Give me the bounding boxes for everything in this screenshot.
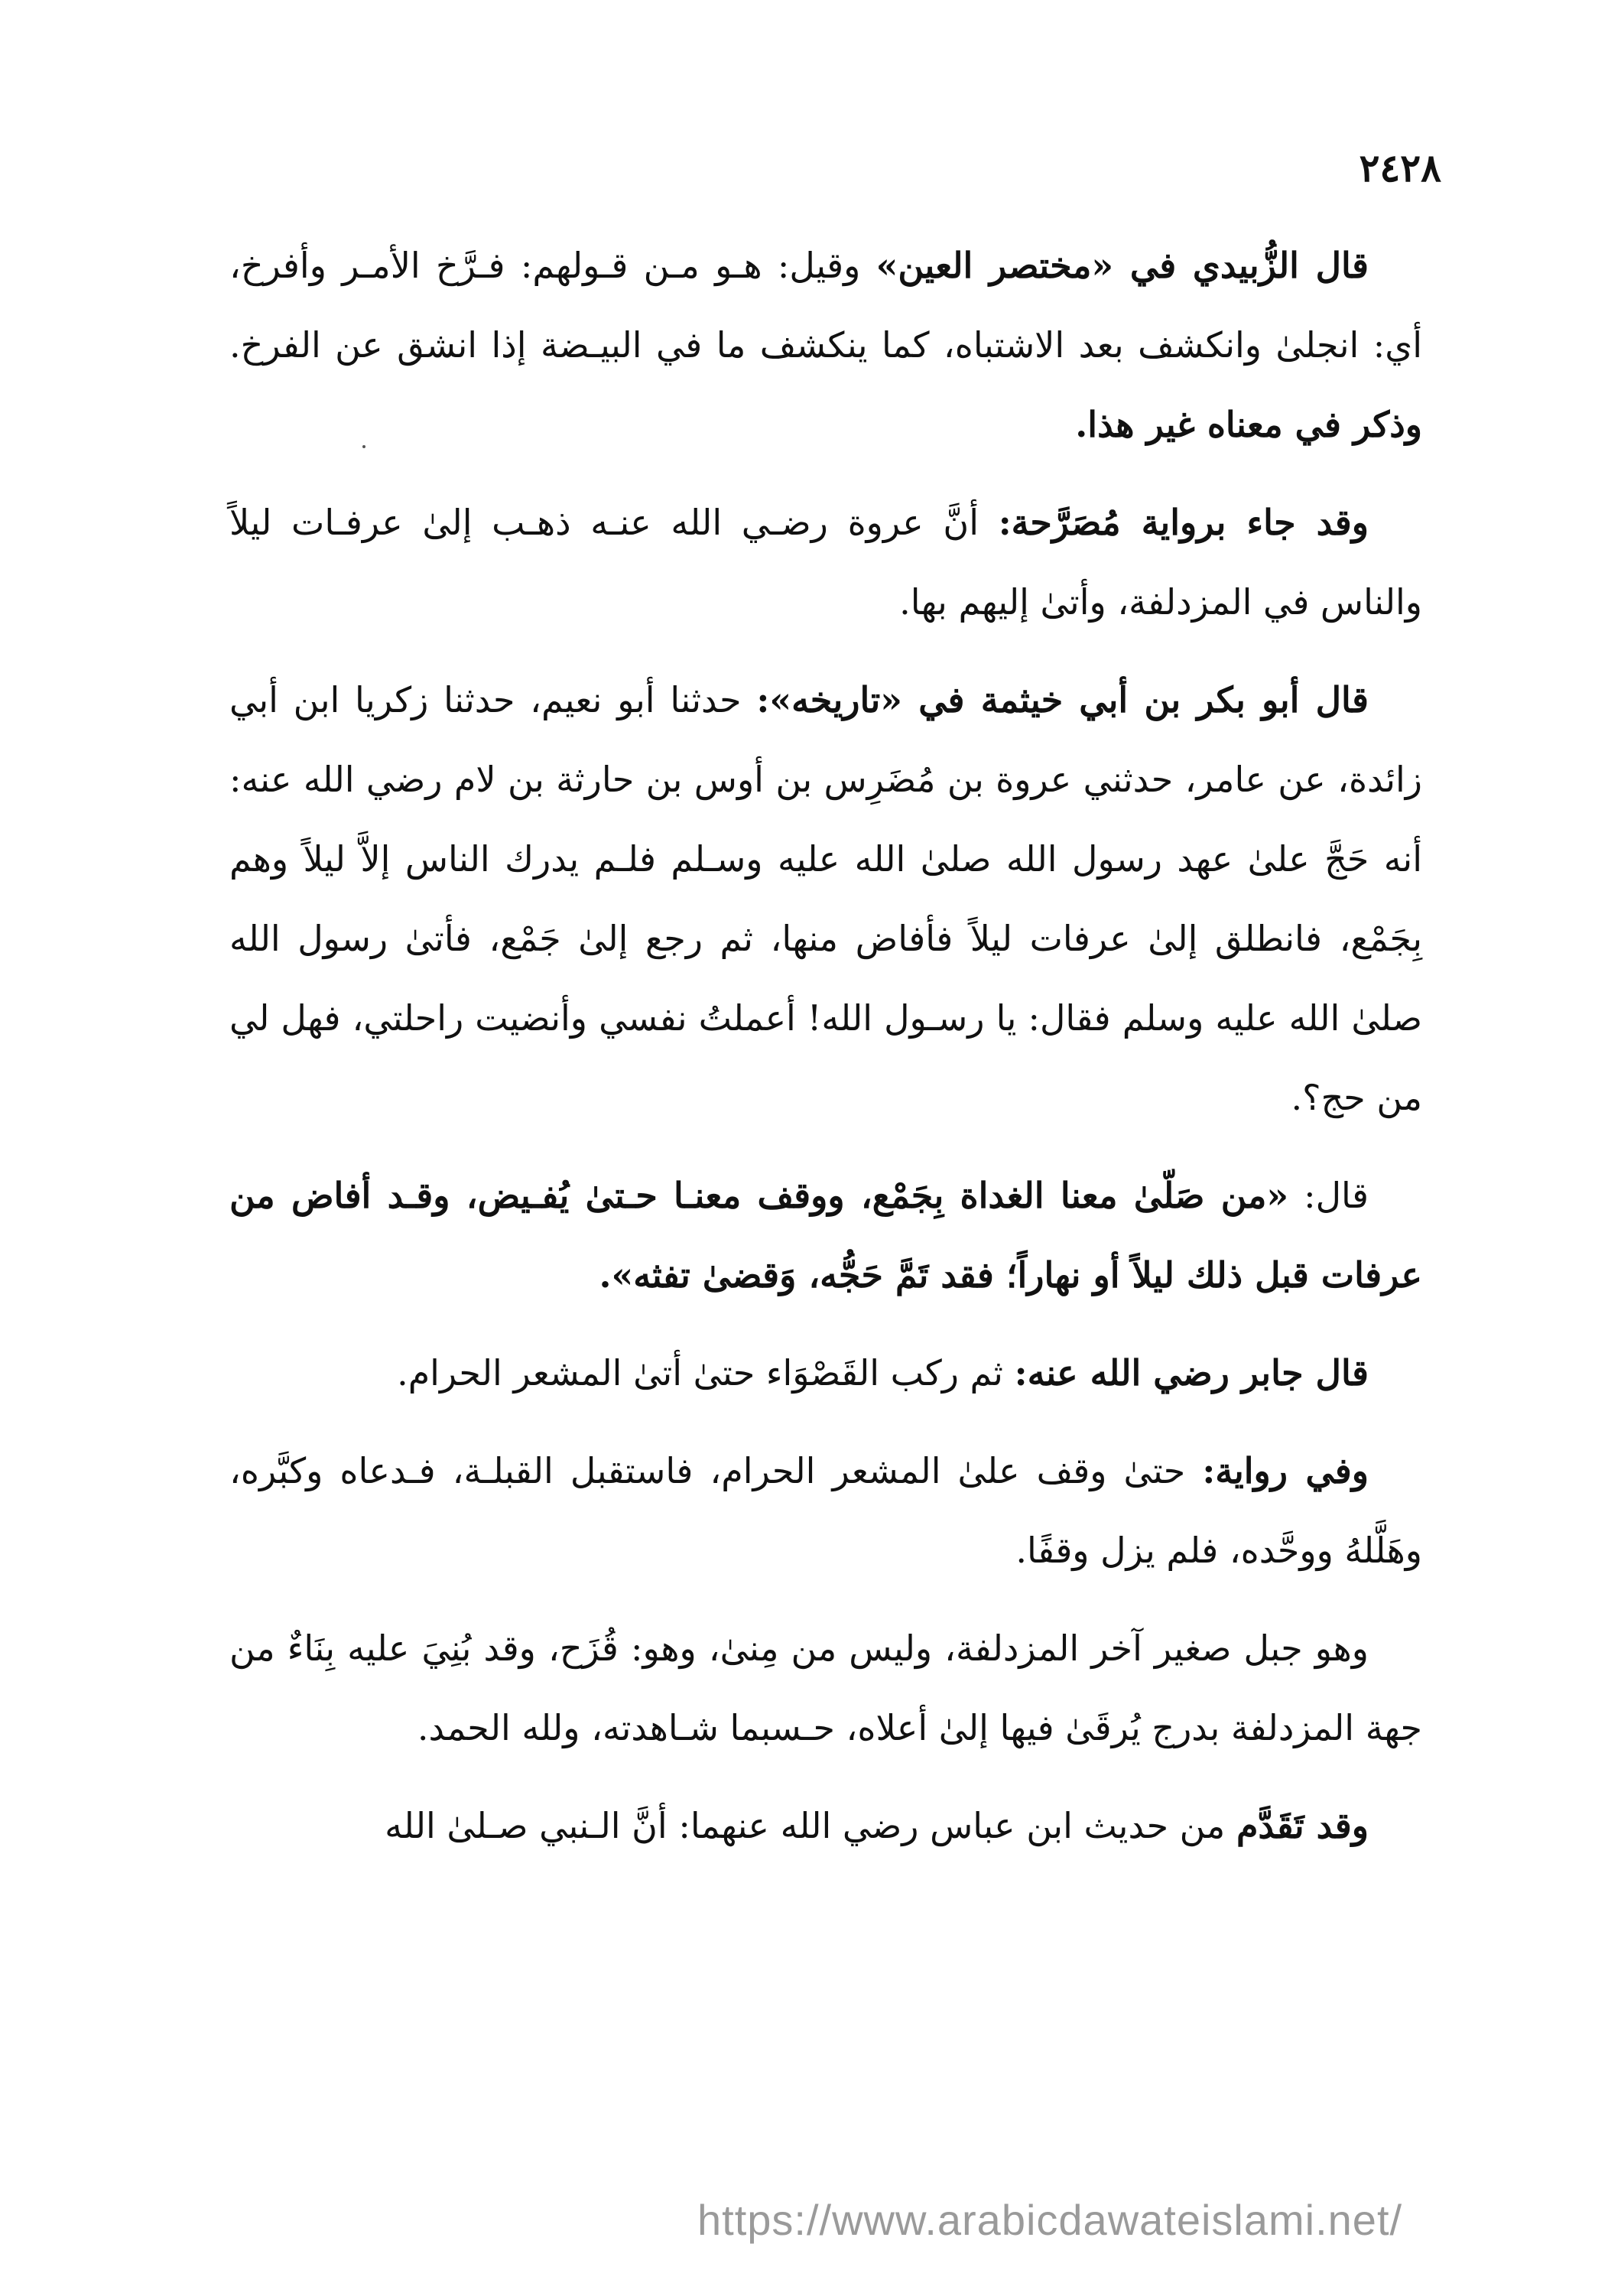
- paragraph-body: أنَّ عروة رضـي الله عنـه ذهـب إلىٰ عرفـات ليلاً والناس في المزدلفة، وأتىٰ إليهم بها.: [229, 502, 1422, 623]
- paragraph-tail: «من صَلّىٰ معنا الغداة بِجَمْع، ووقف معنـا حـتىٰ يُفـيض، وقـد أفاض من عرفات قبل ذلك ليلاً أو نهاراً؛ فقد تَمَّ حَجُّه، وَقضىٰ تفثه».: [229, 1175, 1422, 1296]
- paragraph-lead: قال جابر رضي الله عنه:: [1014, 1352, 1369, 1394]
- paragraph-body: ثم ركب القَصْوَاء حتىٰ أتىٰ المشعر الحرام.: [397, 1352, 1015, 1394]
- paragraph-lead: قال:: [1288, 1175, 1369, 1216]
- paragraph-body: وقيل: هـو مـن قـولهم: فـرَّخ الأمـر وأفرخ، أي: انجلىٰ وانكشف بعد الاشتباه، كما ينكشف ما في البيـضة إذا انشق عن الفرخ.: [229, 245, 1422, 366]
- paragraph-body: من حديث ابن عباس رضي الله عنهما: أنَّ الـنبي صـلىٰ الله: [385, 1805, 1236, 1846]
- paragraph-abu-bakr-khaythama: [229, 660, 1422, 1137]
- paragraph-another-narration: [229, 1431, 1422, 1590]
- paragraph-lead: وفي رواية:: [1202, 1450, 1369, 1491]
- paragraph-ibn-abbas: [229, 1786, 1422, 1865]
- paragraph-quzah: [229, 1608, 1422, 1768]
- page-number: ٢٤٢٨: [1359, 145, 1441, 190]
- paragraph-lead: قال الزُّبيدي في «مختصر العين»: [875, 245, 1369, 286]
- watermark-url: https://www.arabicdawateislami.net/: [697, 2196, 1403, 2244]
- paragraph-tail: وذكر في معناه غير هذا.: [1075, 404, 1422, 445]
- paragraph-jabir: [229, 1333, 1422, 1413]
- main-text: [229, 226, 1422, 1884]
- paragraph-lead: قال أبو بكر بن أبي خيثمة في «تاريخه»:: [756, 679, 1369, 720]
- paragraph-body: حدثنا أبو نعيم، حدثنا زكريا ابن أبي زائدة، عن عامر، حدثني عروة بن مُضَرِس بن أوس بن حارثة بن لام رضي الله عنه: أنه حَجَّ علىٰ عهد رسول الله صلىٰ الله عليه وسـلم فلـم يدرك الناس إلاَّ ليلاً وهم بِجَمْع، فانطلق إلىٰ عرفات ليلاً فأفاض منها، ثم رجع إلىٰ جَمْع، فأتىٰ رسول الله صلىٰ الله عليه وسلم فقال: يا رسـول الله! أعملتُ نفسي وأنضيت راحلتي، فهل لي من حج؟.: [229, 679, 1422, 1118]
- paragraph-body: حتىٰ وقف علىٰ المشعر الحرام، فاستقبل القبلـة، فـدعاه وكبَّره، وهَلَّلهُ ووحَّده، فلم يزل وقفًا.: [229, 1450, 1422, 1571]
- paragraph-hadith-quote: [229, 1156, 1422, 1315]
- paragraph-explicit-narration: [229, 483, 1422, 642]
- paragraph-lead: وقد جاء برواية مُصَرَّحة:: [998, 502, 1369, 543]
- paragraph-lead: وقد تَقَدَّم: [1236, 1805, 1369, 1846]
- paragraph-zubaydi: [229, 226, 1422, 464]
- paragraph-body: وهو جبل صغير آخر المزدلفة، وليس من مِنىٰ، وهو: قُزَح، وقد بُنِيَ عليه بِنَاءٌ من جهة المزدلفة بدرج يُرقَىٰ فيها إلىٰ أعلاه، حـسبما شـاهدته، ولله الحمد.: [229, 1628, 1422, 1748]
